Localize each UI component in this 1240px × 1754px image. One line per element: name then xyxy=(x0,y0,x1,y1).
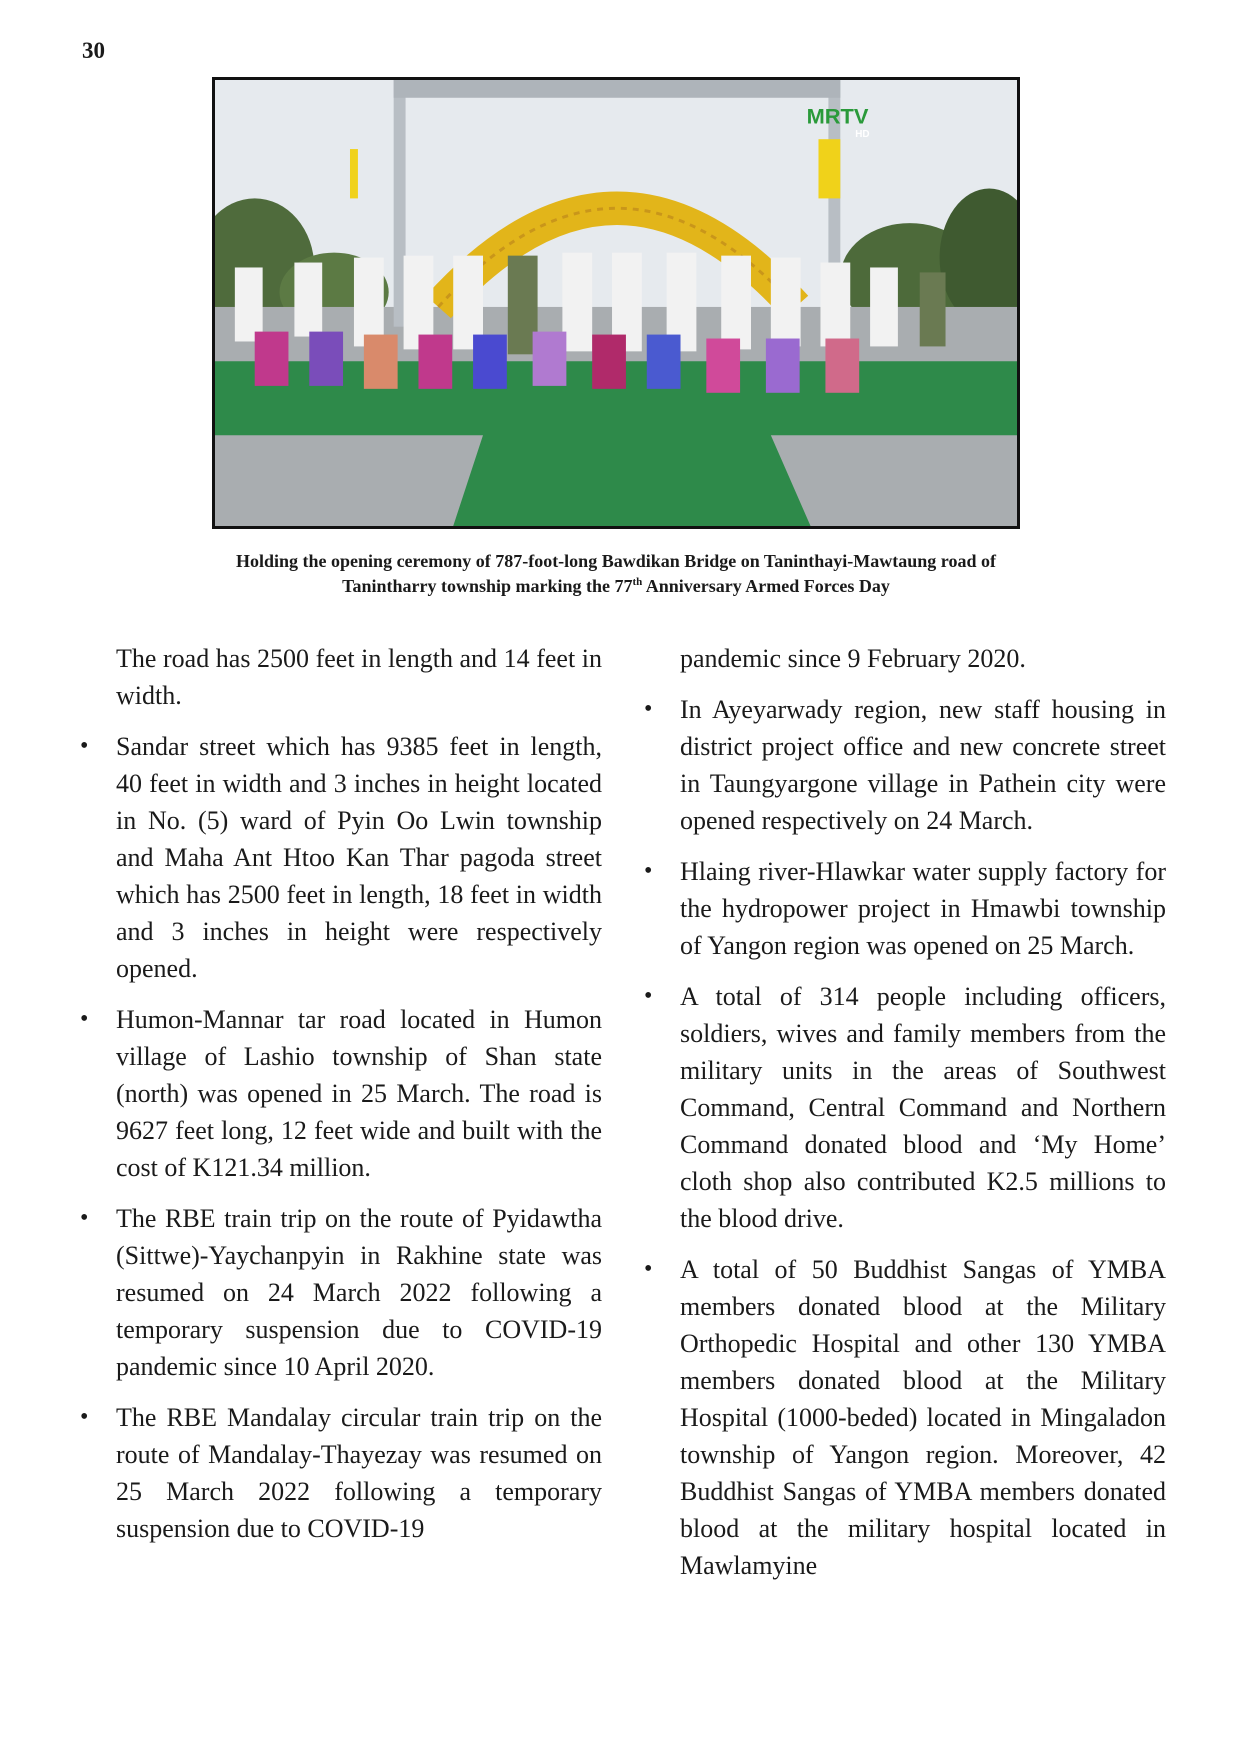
ceremony-photo xyxy=(212,77,1020,529)
right-column xyxy=(644,640,1166,1598)
bullet-icon: • xyxy=(644,696,653,722)
caption-text: Holding the opening ceremony of 787-foot-long Bawdikan Bridge on Taninthayi-Mawtaung road of Tanintharry township marking the 77 xyxy=(236,551,996,596)
list-item xyxy=(80,1001,602,1186)
list-item-text: Sandar street which has 9385 feet in length, 40 feet in width and 3 inches in height located in No. (5) ward of Pyin Oo Lwin township and Maha Ant Htoo Kan Thar pagoda street which has 2500 feet in length, 18 feet in width and 3 inches in height were respectively opened. xyxy=(116,732,602,983)
hd-badge: HD xyxy=(855,129,870,141)
caption-superscript: th xyxy=(632,576,643,588)
list-item-text: In Ayeyarwady region, new staff housing in district project office and new concrete street in Taungyargone village in Pathein city were opened respectively on 24 March. xyxy=(680,695,1166,835)
caption-text-end: Anniversary Armed Forces Day xyxy=(642,576,890,596)
continuation-paragraph: The road has 2500 feet in length and 14 feet in width. xyxy=(116,644,602,710)
bullet-icon: • xyxy=(80,733,89,759)
bullet-icon: • xyxy=(80,1404,89,1430)
ceremony-photo-illustration xyxy=(215,80,1017,526)
list-item xyxy=(644,978,1166,1237)
bullet-icon: • xyxy=(80,1205,89,1231)
list-item-text: The RBE Mandalay circular train trip on the route of Mandalay-Thayezay was resumed on 25 March 2022 following a temporary suspension due to COVID-19 xyxy=(116,1403,602,1543)
bullet-icon: • xyxy=(644,983,653,1009)
photo-caption xyxy=(212,551,1020,597)
list-item-text: The RBE train trip on the route of Pyidawtha (Sittwe)-Yaychanpyin in Rakhine state was resumed on 24 March 2022 following a temporary suspension due to COVID-19 pandemic since 10 April 2020. xyxy=(116,1204,602,1381)
list-item-text: Hlaing river-Hlawkar water supply factory for the hydropower project in Hmawbi township of Yangon region was opened on 25 March. xyxy=(680,857,1166,960)
list-item xyxy=(80,1200,602,1385)
list-item xyxy=(644,853,1166,964)
page-number: 30 xyxy=(82,38,105,63)
list-item-text: A total of 314 people including officers, soldiers, wives and family members from the military units in the areas of Southwest Command, Central Command and Northern Command donated blood and ‘My Home’ cloth shop also contributed K2.5 millions to the blood drive. xyxy=(680,982,1166,1233)
bullet-icon: • xyxy=(80,1006,89,1032)
bullet-icon: • xyxy=(644,858,653,884)
list-item-text: A total of 50 Buddhist Sangas of YMBA members donated blood at the Military Orthopedic Hospital and other 130 YMBA members donated blood at the Military Hospital (1000-beded) located in Mingaladon township of Yangon region. Moreover, 42 Buddhist Sangas of YMBA members donated blood at the military hospital located in Mawlamyine xyxy=(680,1255,1166,1580)
list-item-text: Humon-Mannar tar road located in Humon village of Lashio township of Shan state (north) was opened in 25 March. The road is 9627 feet long, 12 feet wide and built with the cost of K121.34 million. xyxy=(116,1005,602,1182)
bullet-icon: • xyxy=(644,1256,653,1282)
list-item xyxy=(644,691,1166,839)
mrtv-logo: MRTV xyxy=(806,103,869,129)
continuation-paragraph: pandemic since 9 February 2020. xyxy=(680,644,1026,673)
list-item xyxy=(80,728,602,987)
left-column xyxy=(80,640,602,1561)
list-item xyxy=(644,1251,1166,1584)
list-item xyxy=(80,1399,602,1547)
